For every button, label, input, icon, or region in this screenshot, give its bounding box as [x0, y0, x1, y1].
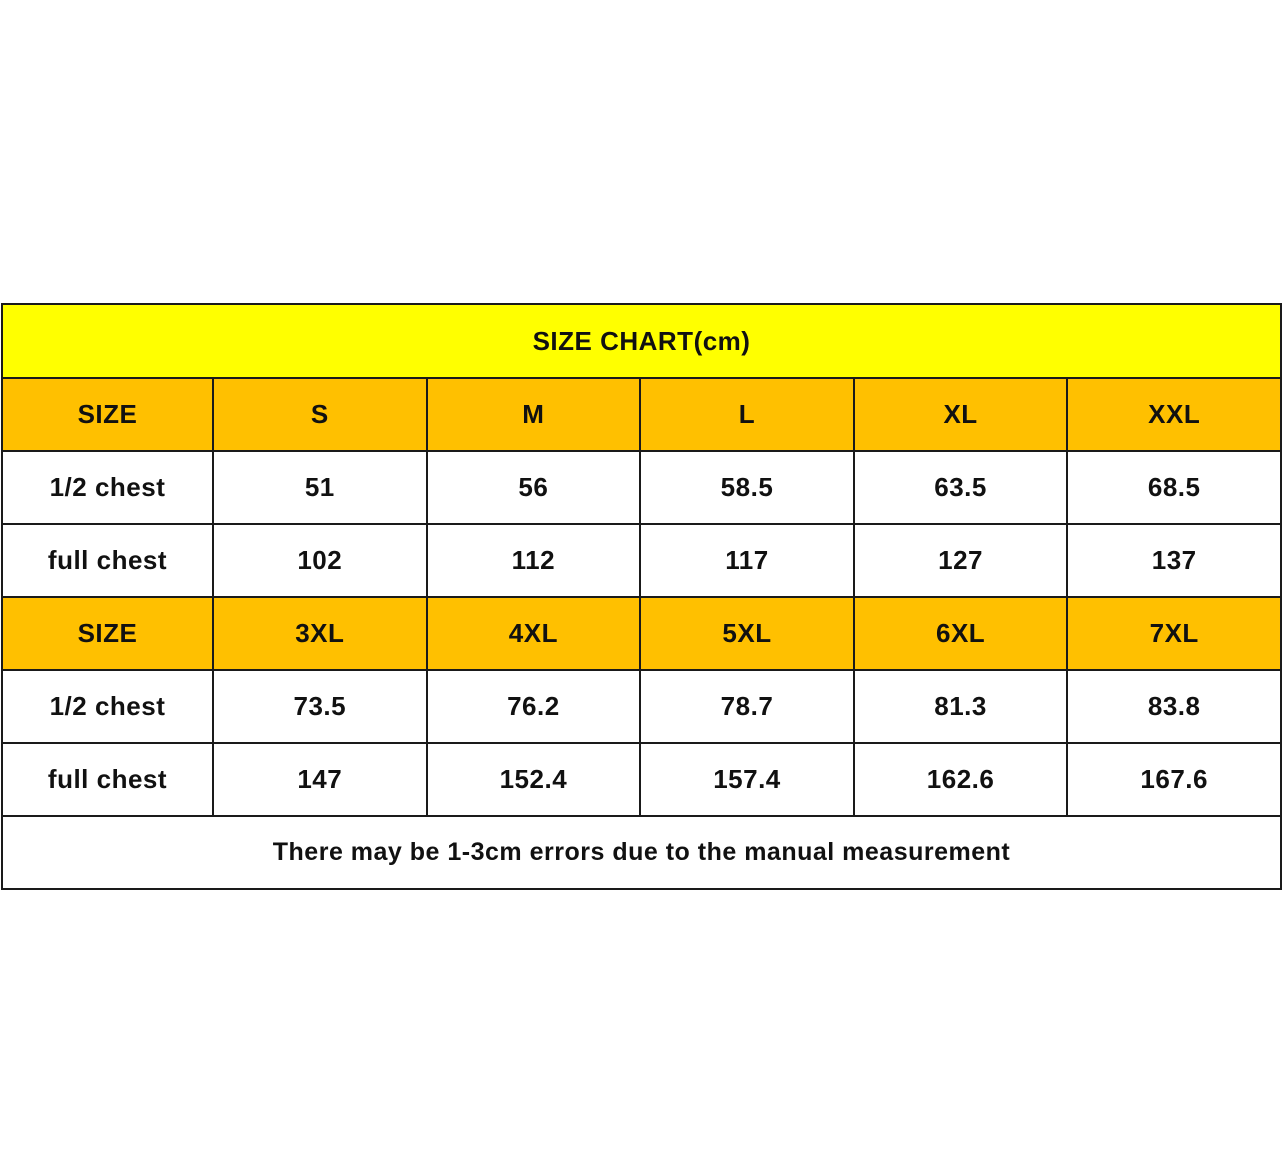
row-label: full chest: [2, 743, 213, 816]
size-header-cell: 3XL: [213, 597, 427, 670]
value-cell: 117: [640, 524, 854, 597]
value-cell: 83.8: [1067, 670, 1281, 743]
value-cell: 81.3: [854, 670, 1068, 743]
size-header-cell: XXL: [1067, 378, 1281, 451]
value-cell: 152.4: [427, 743, 641, 816]
value-cell: 112: [427, 524, 641, 597]
size-header-row: [2, 597, 1281, 670]
half-chest-row: [2, 451, 1281, 524]
value-cell: 157.4: [640, 743, 854, 816]
size-header-cell: 7XL: [1067, 597, 1281, 670]
value-cell: 56: [427, 451, 641, 524]
half-chest-row: [2, 670, 1281, 743]
value-cell: 147: [213, 743, 427, 816]
value-cell: 167.6: [1067, 743, 1281, 816]
chart-title: SIZE CHART(cm): [2, 304, 1281, 378]
value-cell: 137: [1067, 524, 1281, 597]
row-label: full chest: [2, 524, 213, 597]
value-cell: 76.2: [427, 670, 641, 743]
size-header-cell: SIZE: [2, 597, 213, 670]
size-header-cell: M: [427, 378, 641, 451]
size-header-cell: L: [640, 378, 854, 451]
row-label: 1/2 chest: [2, 670, 213, 743]
size-header-cell: 6XL: [854, 597, 1068, 670]
value-cell: 78.7: [640, 670, 854, 743]
value-cell: 51: [213, 451, 427, 524]
value-cell: 63.5: [854, 451, 1068, 524]
row-label: 1/2 chest: [2, 451, 213, 524]
size-header-cell: 5XL: [640, 597, 854, 670]
value-cell: 162.6: [854, 743, 1068, 816]
value-cell: 127: [854, 524, 1068, 597]
value-cell: 102: [213, 524, 427, 597]
size-header-cell: XL: [854, 378, 1068, 451]
value-cell: 73.5: [213, 670, 427, 743]
size-header-cell: SIZE: [2, 378, 213, 451]
note-row: [2, 816, 1281, 889]
value-cell: 68.5: [1067, 451, 1281, 524]
size-chart-table: [1, 303, 1282, 890]
size-header-cell: 4XL: [427, 597, 641, 670]
measurement-note: There may be 1-3cm errors due to the manual measurement: [2, 816, 1281, 889]
full-chest-row: [2, 743, 1281, 816]
value-cell: 58.5: [640, 451, 854, 524]
title-row: [2, 304, 1281, 378]
full-chest-row: [2, 524, 1281, 597]
size-header-cell: S: [213, 378, 427, 451]
size-header-row: [2, 378, 1281, 451]
